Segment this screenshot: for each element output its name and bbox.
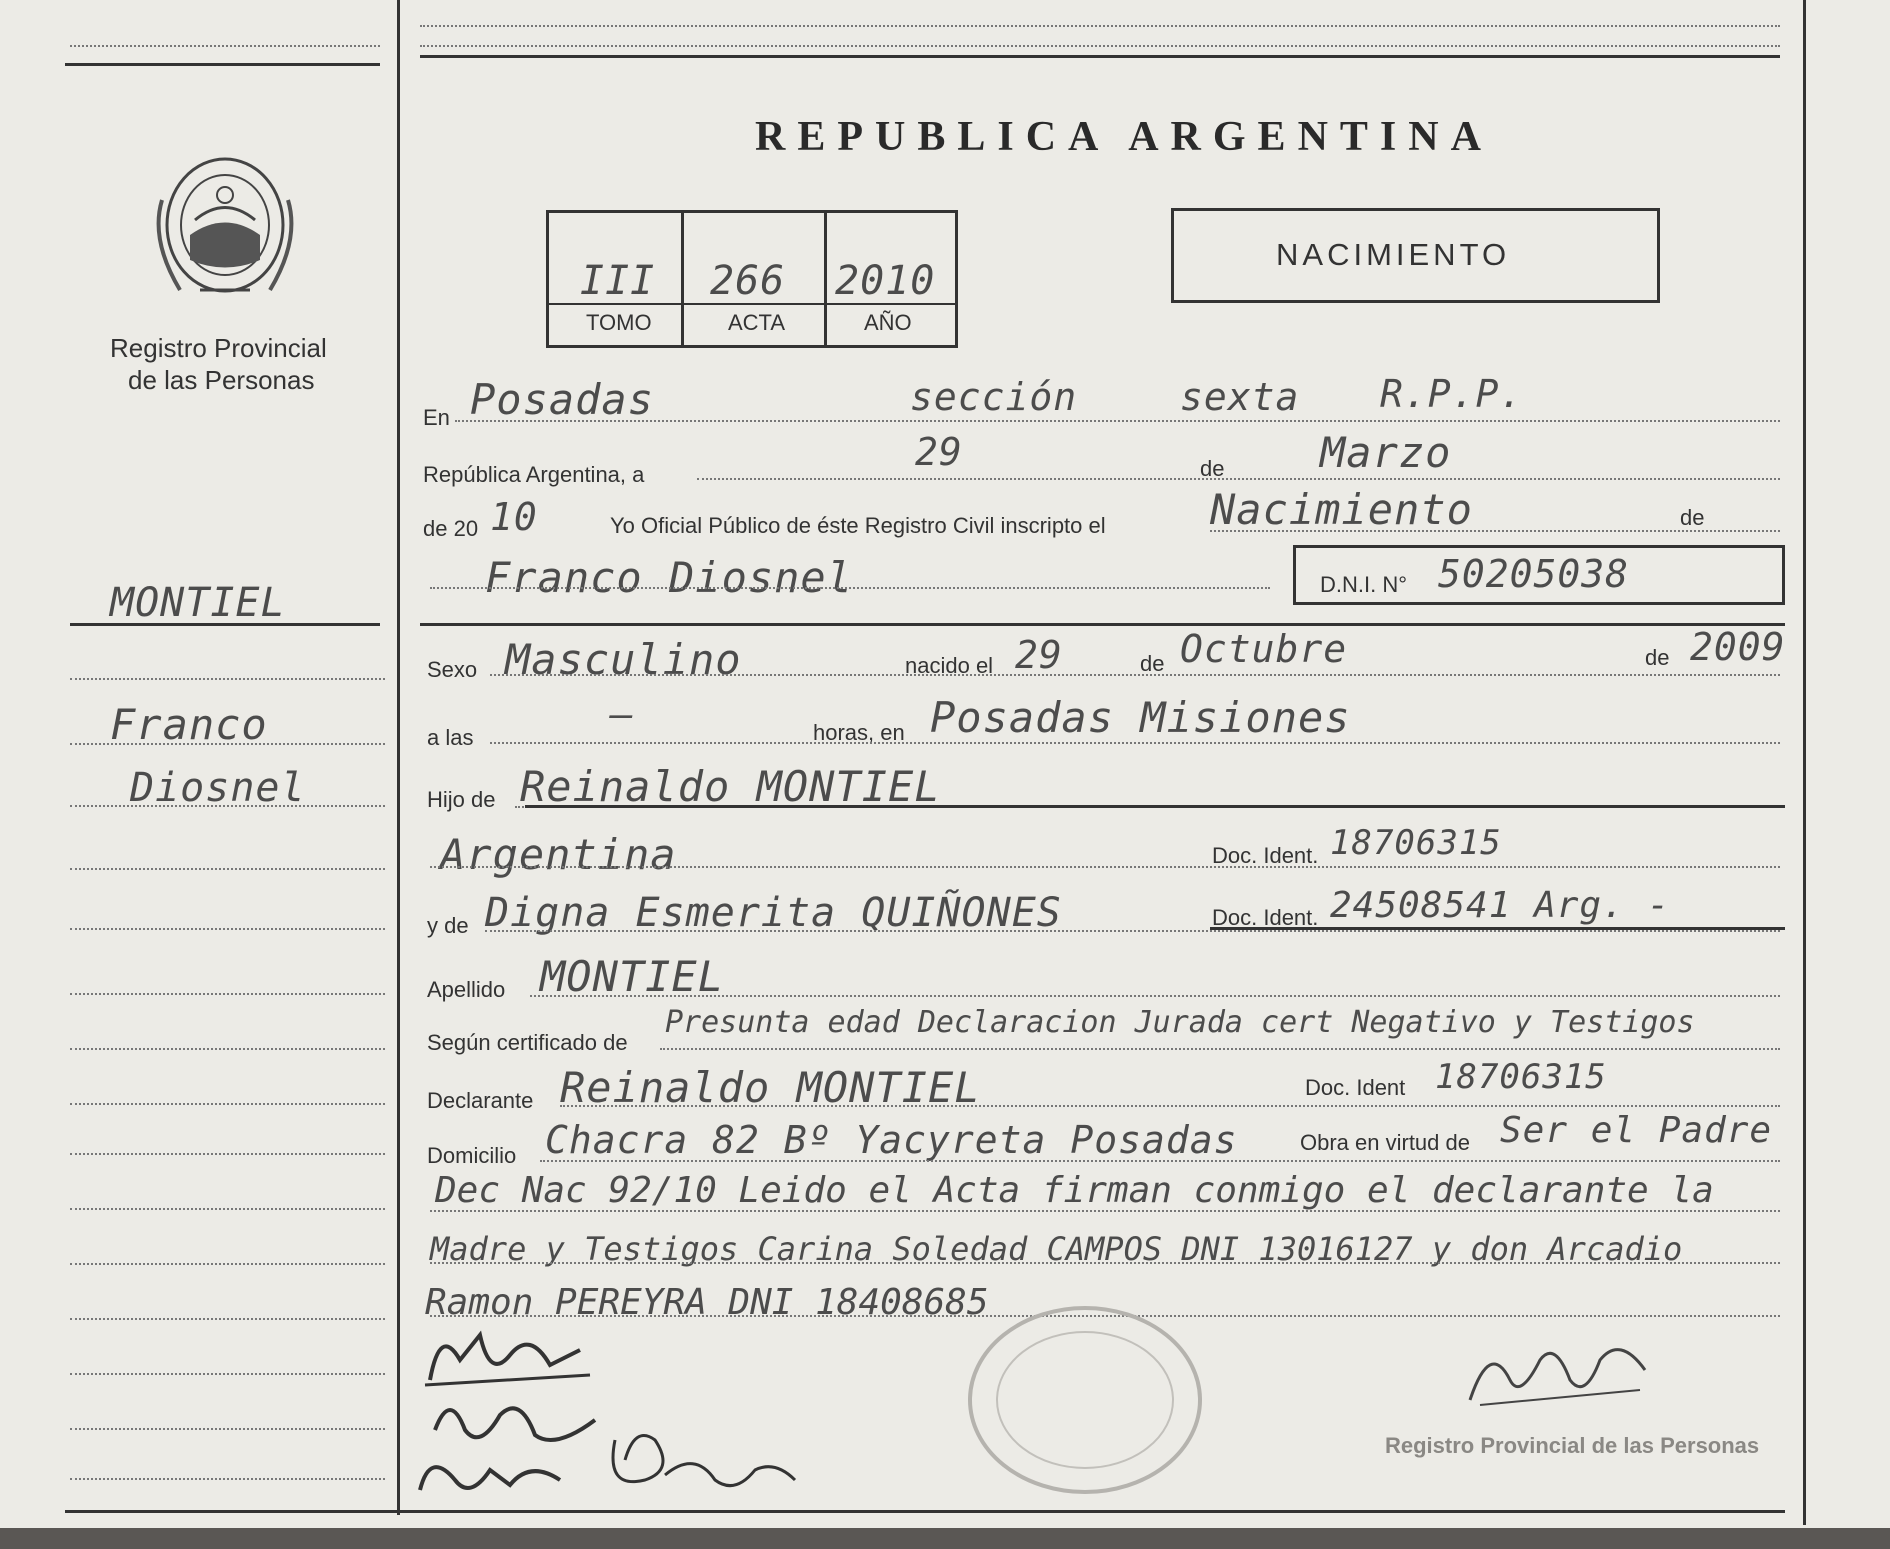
sidebar-dots-4 bbox=[70, 868, 385, 870]
signature-witness-1-icon bbox=[410, 1440, 570, 1510]
label-de-2: de bbox=[1680, 505, 1705, 530]
label-sexo: Sexo bbox=[427, 657, 478, 682]
field-obra: Ser el Padre bbox=[1500, 1110, 1773, 1151]
sidebar-dots-8 bbox=[70, 1103, 385, 1105]
top-right-dotted-line bbox=[420, 25, 1780, 27]
bottom-rule bbox=[65, 1510, 1785, 1513]
field-doc-padre: 18706315 bbox=[1330, 823, 1502, 863]
label-doc-ident-3: Doc. Ident bbox=[1305, 1075, 1406, 1100]
row15-dots bbox=[430, 1262, 1780, 1264]
field-horas: — bbox=[610, 692, 634, 736]
label-de-1: de bbox=[1200, 456, 1225, 481]
row4-dots bbox=[430, 587, 1270, 589]
sidebar-dots-1 bbox=[70, 678, 385, 680]
sidebar-dots-2 bbox=[70, 743, 385, 745]
sidebar-dots-6 bbox=[70, 993, 385, 995]
field-padre: Reinaldo MONTIEL bbox=[520, 762, 941, 811]
anio-label: AÑO bbox=[864, 310, 912, 335]
row13-dots bbox=[540, 1160, 1780, 1162]
anio-value: 2010 bbox=[835, 258, 936, 304]
column-divider bbox=[397, 0, 400, 1515]
label-hijo-de: Hijo de bbox=[427, 787, 496, 812]
field-sexo: Masculino bbox=[505, 635, 742, 684]
sidebar-dots-3 bbox=[70, 805, 385, 807]
label-de-4: de bbox=[1645, 645, 1670, 670]
field-mes: Marzo bbox=[1320, 428, 1452, 477]
label-domicilio: Domicilio bbox=[427, 1143, 517, 1168]
sidebar-dots-7 bbox=[70, 1048, 385, 1050]
row3-dots bbox=[1210, 530, 1780, 532]
label-dni: D.N.I. N° bbox=[1320, 572, 1408, 597]
label-official-text: Yo Oficial Público de éste Registro Civil inscripto el bbox=[610, 513, 1106, 538]
label-segun: Según certificado de bbox=[427, 1030, 628, 1055]
section-rule-3 bbox=[1210, 927, 1785, 930]
sidebar-dots-9 bbox=[70, 1153, 385, 1155]
row8-dots bbox=[430, 866, 1780, 868]
field-apellido: MONTIEL bbox=[540, 952, 725, 1001]
field-dni-number: 50205038 bbox=[1438, 552, 1630, 596]
sidebar-given-name-1: Franco bbox=[110, 700, 268, 749]
note-line-1: Dec Nac 92/10 Leido el Acta firman conmigo el declarante la bbox=[435, 1170, 1714, 1211]
sidebar-dots-13 bbox=[70, 1373, 385, 1375]
label-y-de: y de bbox=[427, 913, 469, 938]
signature-witness-2-icon bbox=[595, 1420, 805, 1510]
sidebar-dots-14 bbox=[70, 1428, 385, 1430]
section-rule-1 bbox=[420, 623, 1785, 626]
tomo-label: TOMO bbox=[586, 310, 652, 335]
official-stamp-text: Registro Provincial de las Personas bbox=[1385, 1433, 1760, 1458]
registry-name-line1: Registro Provincial bbox=[110, 333, 327, 363]
label-horas-en: horas, en bbox=[813, 720, 905, 745]
signature-official-icon bbox=[1460, 1330, 1660, 1420]
sidebar-dots-5 bbox=[70, 928, 385, 930]
label-obra: Obra en virtud de bbox=[1300, 1130, 1470, 1155]
row9-dots bbox=[485, 930, 1780, 932]
row11-dots bbox=[660, 1048, 1780, 1050]
top-right-dotted-line-2 bbox=[420, 45, 1780, 47]
sidebar-given-name-2: Diosnel bbox=[130, 765, 306, 811]
field-seccion: sección bbox=[910, 375, 1078, 419]
label-doc-ident-1: Doc. Ident. bbox=[1212, 843, 1319, 868]
field-nombre: Franco Diosnel bbox=[485, 553, 854, 602]
field-lugar-nac: Posadas Misiones bbox=[930, 693, 1351, 742]
label-republica-a: República Argentina, a bbox=[423, 462, 645, 487]
sidebar-dots-10 bbox=[70, 1208, 385, 1210]
field-acto: Nacimiento bbox=[1210, 485, 1473, 534]
field-nac-mes: Octubre bbox=[1180, 627, 1348, 671]
record-type-label: NACIMIENTO bbox=[1276, 237, 1511, 272]
sidebar-dots-11 bbox=[70, 1263, 385, 1265]
field-doc-madre: 24508541 Arg. - bbox=[1330, 885, 1671, 926]
acta-value: 266 bbox=[710, 258, 786, 304]
field-anio-suffix: 10 bbox=[490, 495, 538, 539]
row5-dots bbox=[490, 674, 1780, 676]
signature-declarant-icon bbox=[420, 1320, 600, 1400]
field-seccion-num: sexta bbox=[1180, 375, 1300, 419]
row10-dots bbox=[530, 995, 1780, 997]
sidebar-dots-15 bbox=[70, 1478, 385, 1480]
registry-name-line2: de las Personas bbox=[128, 365, 315, 395]
sidebar-surname: MONTIEL bbox=[110, 580, 286, 626]
registry-box-divider-2 bbox=[824, 210, 827, 348]
row12-dots bbox=[560, 1105, 1780, 1107]
province-seal-icon bbox=[150, 140, 300, 310]
top-left-dotted-line bbox=[70, 45, 380, 47]
field-lugar: Posadas bbox=[470, 375, 655, 424]
label-de-3: de bbox=[1140, 651, 1165, 676]
registry-seal-stamp-icon bbox=[960, 1300, 1210, 1500]
row14-dots bbox=[430, 1210, 1780, 1212]
acta-label: ACTA bbox=[728, 310, 786, 335]
row6-dots bbox=[490, 742, 1780, 744]
field-doc-declarante: 18706315 bbox=[1435, 1057, 1607, 1097]
tomo-value: III bbox=[580, 258, 656, 304]
top-left-rule bbox=[65, 63, 380, 66]
document-title: REPUBLICA ARGENTINA bbox=[755, 114, 1493, 160]
label-en: En bbox=[423, 405, 450, 430]
note-line-3: Ramon PEREYRA DNI 18408685 bbox=[425, 1282, 989, 1323]
page-bottom-shadow bbox=[0, 1528, 1890, 1549]
section-rule-2 bbox=[525, 805, 1785, 808]
label-declarante: Declarante bbox=[427, 1088, 534, 1113]
label-apellido: Apellido bbox=[427, 977, 506, 1002]
right-edge bbox=[1803, 0, 1806, 1525]
sidebar-dots-12 bbox=[70, 1318, 385, 1320]
field-domicilio: Chacra 82 Bº Yacyreta Posadas bbox=[545, 1118, 1238, 1162]
label-a-las: a las bbox=[427, 725, 474, 750]
field-seccion-extra: R.P.P. bbox=[1380, 372, 1524, 416]
field-declarante: Reinaldo MONTIEL bbox=[560, 1063, 981, 1112]
row2-dots bbox=[697, 478, 1780, 480]
sidebar-rule-1 bbox=[70, 623, 380, 626]
note-line-2: Madre y Testigos Carina Soledad CAMPOS DNI 13016127 y don Arcadio bbox=[430, 1230, 1683, 1268]
field-certificado: Presunta edad Declaracion Jurada cert Negativo y Testigos bbox=[665, 1005, 1695, 1040]
field-dia: 29 bbox=[915, 430, 963, 474]
field-nacionalidad: Argentina bbox=[440, 830, 677, 879]
top-right-rule bbox=[420, 55, 1780, 58]
registry-box-divider-1 bbox=[681, 210, 684, 348]
label-doc-ident-2: Doc. Ident. bbox=[1212, 905, 1319, 930]
field-nac-anio: 2009 bbox=[1690, 625, 1786, 669]
field-madre: Digna Esmerita QUIÑONES bbox=[485, 890, 1062, 936]
field-nac-dia: 29 bbox=[1015, 633, 1063, 677]
label-nacido-el: nacido el bbox=[905, 653, 994, 678]
label-de-20: de 20 bbox=[423, 516, 479, 541]
